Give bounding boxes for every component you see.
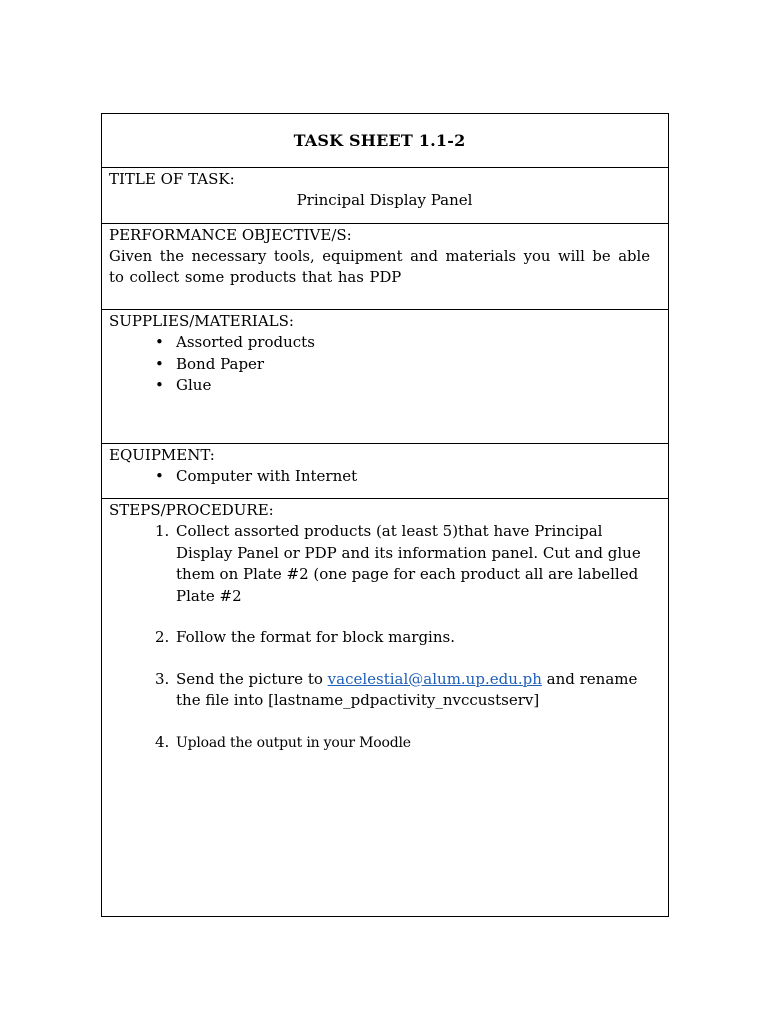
equipment-item-label: Computer with Internet bbox=[176, 467, 358, 485]
performance-objective-label: PERFORMANCE OBJECTIVE/S: bbox=[109, 226, 352, 244]
title-row bbox=[102, 114, 668, 168]
list-item bbox=[155, 332, 650, 354]
list-item bbox=[155, 466, 650, 488]
task-title-label: TITLE OF TASK: bbox=[109, 170, 235, 188]
step-text-prefix: Send the picture to bbox=[176, 669, 328, 688]
step-number: 3. bbox=[155, 669, 170, 688]
email-link[interactable]: vacelestial@alum.up.edu.ph bbox=[327, 669, 542, 688]
performance-objective-text: Given the necessary tools, equipment and materials you will be able to collect some products that has PDP bbox=[109, 248, 650, 286]
steps-row bbox=[102, 499, 668, 916]
step-item bbox=[155, 669, 650, 712]
performance-objective-row bbox=[102, 224, 668, 310]
step-text: Upload the output in your Moodle bbox=[176, 734, 411, 751]
steps-label: STEPS/PROCEDURE: bbox=[109, 501, 274, 519]
supply-item-label: Assorted products bbox=[176, 333, 315, 351]
list-item bbox=[155, 354, 650, 376]
task-title-row bbox=[102, 168, 668, 224]
equipment-row bbox=[102, 444, 668, 499]
spacer bbox=[155, 712, 650, 732]
step-text: Follow the format for block margins. bbox=[176, 628, 455, 646]
supplies-row bbox=[102, 310, 668, 444]
spacer bbox=[155, 649, 650, 669]
supplies-label: SUPPLIES/MATERIALS: bbox=[109, 312, 294, 330]
equipment-label: EQUIPMENT: bbox=[109, 446, 215, 464]
step-number: 2. bbox=[155, 628, 170, 646]
sheet-title: TASK SHEET 1.1-2 bbox=[293, 131, 466, 150]
step-item bbox=[155, 627, 650, 649]
supplies-list bbox=[109, 332, 650, 397]
supply-item-label: Glue bbox=[176, 376, 212, 394]
task-sheet-table bbox=[101, 113, 669, 917]
bullet-icon: • bbox=[155, 376, 164, 394]
bullet-icon: • bbox=[155, 467, 164, 485]
step-item bbox=[155, 732, 650, 755]
step-text: Collect assorted products (at least 5)that have Principal Display Panel or PDP and its information panel. Cut and glue them on Plate #2 (one page for each product all are labelled Plate #2 bbox=[176, 522, 641, 605]
spacer bbox=[155, 607, 650, 627]
equipment-list bbox=[109, 466, 650, 488]
step-number: 4. bbox=[155, 732, 170, 751]
steps-list bbox=[109, 521, 650, 754]
task-title-value: Principal Display Panel bbox=[296, 191, 473, 209]
step-item bbox=[155, 521, 650, 607]
supply-item-label: Bond Paper bbox=[176, 354, 265, 373]
step-number: 1. bbox=[155, 522, 170, 540]
bullet-icon: • bbox=[155, 333, 164, 351]
list-item bbox=[155, 375, 650, 397]
bullet-icon: • bbox=[155, 354, 164, 373]
step-text-suffix: and rename the file into [lastname_pdpactivity_nvccustserv] bbox=[176, 669, 638, 709]
